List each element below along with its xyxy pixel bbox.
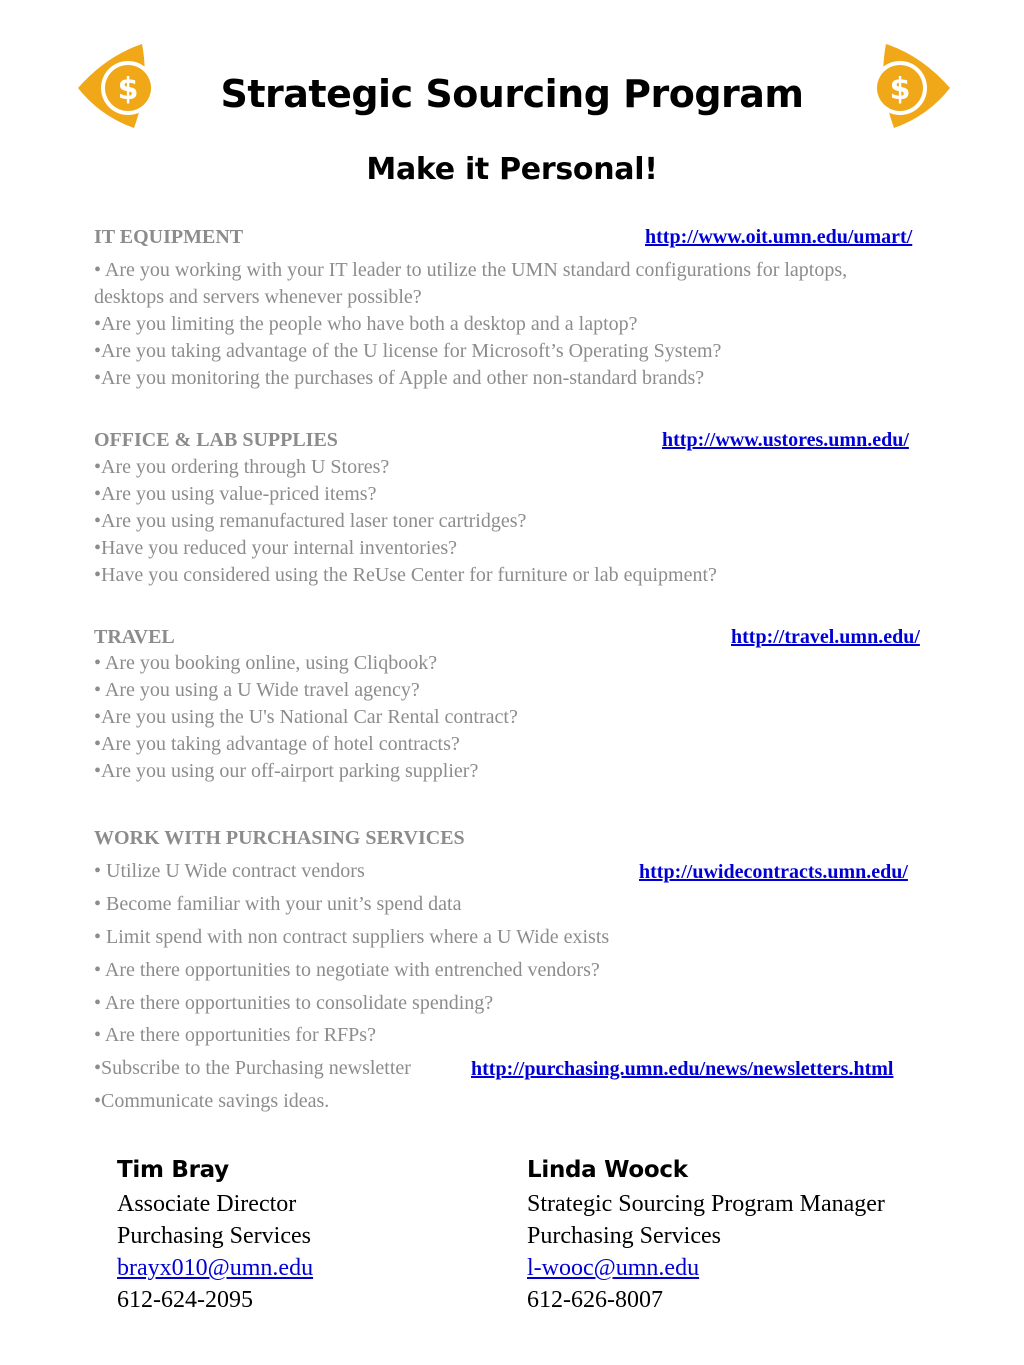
- list-item: •Are you taking advantage of hotel contracts?: [94, 733, 460, 755]
- page-subtitle: Make it Personal!: [366, 152, 658, 187]
- dollar-symbol: $: [889, 72, 911, 107]
- section-heading-office-lab-supplies: OFFICE & LAB SUPPLIES: [94, 429, 338, 451]
- list-item: •Have you considered using the ReUse Center for furniture or lab equipment?: [94, 564, 717, 586]
- dollar-symbol: $: [117, 72, 139, 107]
- list-item: • Are there opportunities for RFPs?: [94, 1024, 376, 1046]
- list-item: •Are you using remanufactured laser toner cartridges?: [94, 510, 527, 532]
- list-item: • Limit spend with non contract suppliers where a U Wide exists: [94, 926, 610, 948]
- list-item: •Have you reduced your internal inventories?: [94, 537, 457, 559]
- list-item: • Utilize U Wide contract vendors: [94, 860, 365, 882]
- contact-title: Associate Director: [117, 1191, 297, 1217]
- list-item: •Are you using value-priced items?: [94, 483, 377, 505]
- uwide-contracts-link[interactable]: http://uwidecontracts.umn.edu/: [639, 861, 908, 883]
- list-item: •Subscribe to the Purchasing newsletter: [94, 1057, 411, 1079]
- list-item: •Are you ordering through U Stores?: [94, 456, 390, 478]
- list-item: desktops and servers whenever possible?: [94, 286, 422, 308]
- list-item: • Are you using a U Wide travel agency?: [94, 679, 420, 701]
- section-heading-travel: TRAVEL: [94, 626, 175, 648]
- section-heading-it-equipment: IT EQUIPMENT: [94, 226, 244, 248]
- page-title: Strategic Sourcing Program: [220, 72, 804, 116]
- list-item: •Communicate savings ideas.: [94, 1090, 330, 1112]
- travel-link[interactable]: http://travel.umn.edu/: [731, 626, 920, 648]
- list-item: •Are you monitoring the purchases of Apple and other non-standard brands?: [94, 367, 705, 389]
- list-item: • Are there opportunities to negotiate with entrenched vendors?: [94, 959, 600, 981]
- contact-phone: 612-626-8007: [527, 1287, 663, 1313]
- list-item: •Are you taking advantage of the U license for Microsoft’s Operating System?: [94, 340, 722, 362]
- contact-card-linda-woock: [527, 1152, 885, 1316]
- list-item: •Are you using the U's National Car Rental contract?: [94, 706, 518, 728]
- office-supplies-link[interactable]: http://www.ustores.umn.edu/: [662, 429, 909, 451]
- contact-email-link[interactable]: l-wooc@umn.edu: [527, 1255, 700, 1281]
- contact-name: Linda Woock: [527, 1157, 688, 1183]
- newsletter-link[interactable]: http://purchasing.umn.edu/news/newsletters.html: [471, 1058, 894, 1080]
- list-item: • Are you booking online, using Cliqbook?: [94, 652, 438, 674]
- contact-email-link[interactable]: brayx010@umn.edu: [117, 1255, 314, 1281]
- contact-department: Purchasing Services: [527, 1223, 721, 1249]
- list-item: • Become familiar with your unit’s spend data: [94, 893, 462, 915]
- list-item: •Are you using our off-airport parking supplier?: [94, 760, 479, 782]
- contact-title: Strategic Sourcing Program Manager: [527, 1191, 885, 1217]
- list-item: • Are there opportunities to consolidate spending?: [94, 992, 494, 1014]
- list-item: • Are you working with your IT leader to utilize the UMN standard configurations for laptops,: [94, 259, 848, 281]
- list-item: •Are you limiting the people who have both a desktop and a laptop?: [94, 313, 638, 335]
- contact-department: Purchasing Services: [117, 1223, 311, 1249]
- contact-card-tim-bray: [117, 1152, 313, 1316]
- contact-name: Tim Bray: [117, 1157, 229, 1183]
- contact-phone: 612-624-2095: [117, 1287, 253, 1313]
- section-heading-purchasing-services: WORK WITH PURCHASING SERVICES: [94, 827, 465, 849]
- it-equipment-link[interactable]: http://www.oit.umn.edu/umart/: [645, 226, 913, 248]
